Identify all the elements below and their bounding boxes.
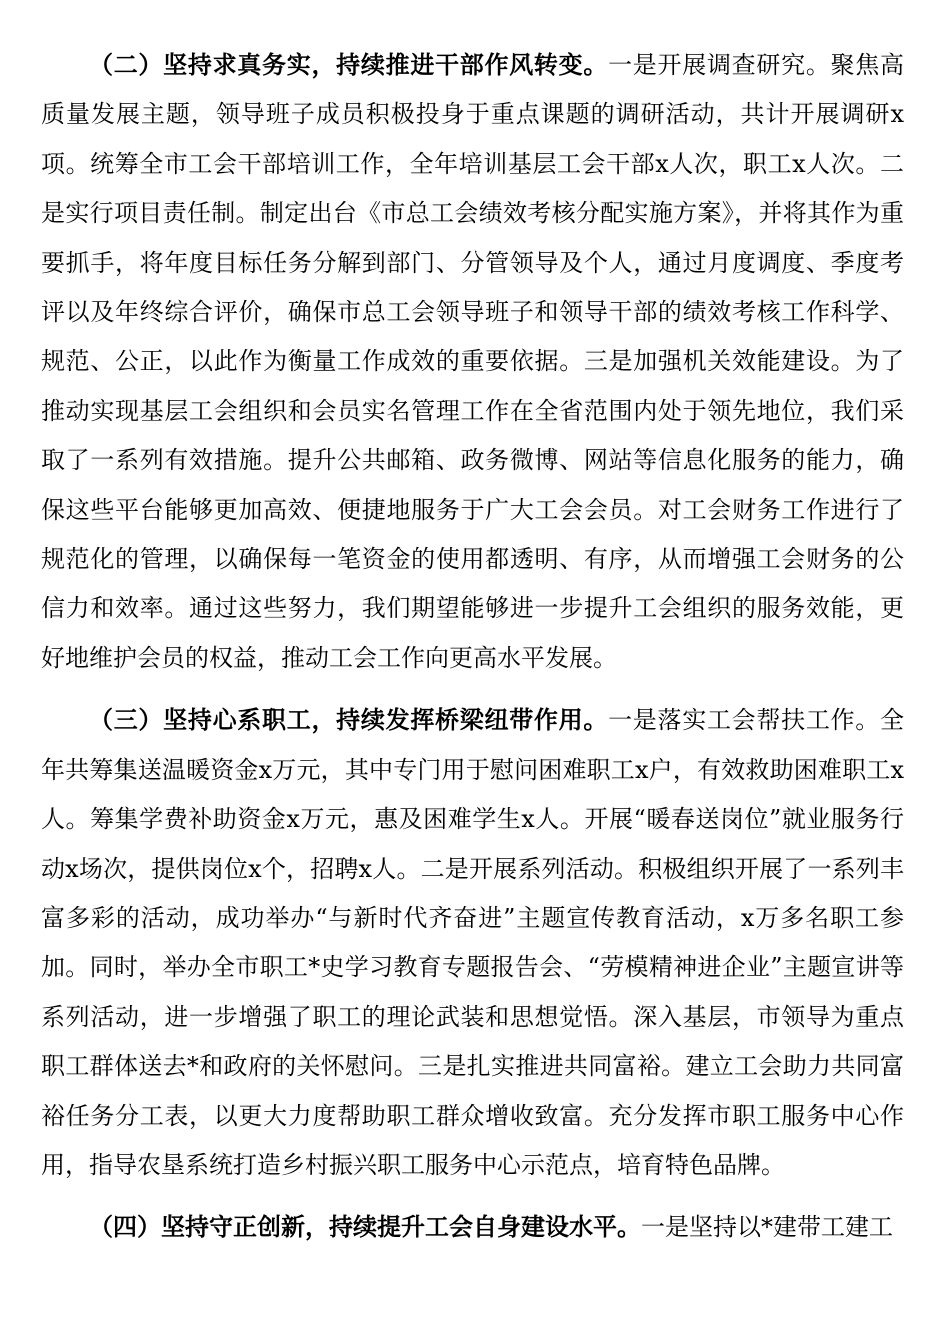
section-4-heading: （四）坚持守正创新，持续提升工会自身建设水平。 [89, 1212, 641, 1242]
paragraph-section-4 [41, 1202, 904, 1252]
section-3-heading: （三）坚持心系职工，持续发挥桥梁纽带作用。 [89, 705, 609, 735]
section-4-body: 一是坚持以*建带工建工 [641, 1213, 893, 1242]
section-2-heading: （二）坚持求真务实，持续推进干部作风转变。 [89, 50, 609, 79]
section-3-body: 一是落实工会帮扶工作。全年共筹集送温暖资金x万元，其中专门用于慰问困难职工x户，有效救助困难职工x人。筹集学费补助资金x万元，惠及困难学生x人。开展“暖春送岗位”就业服务行动x场次，提供岗位x个，招聘x人。二是开展系列活动。积极组织开展了一系列丰富多彩的活动，成功举办“与新时代齐奋进”主题宣传教育活动，x万多名职工参加。同时，举办全市职工*史学习教育专题报告会、“劳模精神进企业”主题宣讲等系列活动，进一步增强了职工的理论武装和思想觉悟。深入基层，市领导为重点职工群体送去*和政府的关怀慰问。三是扎实推进共同富裕。建立工会助力共同富裕任务分工表，以更大力度帮助职工群众增收致富。充分发挥市职工服务中心作用，指导农垦系统打造乡村振兴职工服务中心示范点，培育特色品牌。 [41, 706, 904, 1179]
section-2-body: 一是开展调查研究。聚焦高质量发展主题，领导班子成员积极投身于重点课题的调研活动，共计开展调研x项。统筹全市工会干部培训工作，全年培训基层工会干部x人次，职工x人次。二是实行项目责任制。制定出台《市总工会绩效考核分配实施方案》，并将其作为重要抓手，将年度目标任务分解到部门、分管领导及个人，通过月度调度、季度考评以及年终综合评价，确保市总工会领导班子和领导干部的绩效考核工作科学、规范、公正，以此作为衡量工作成效的重要依据。三是加强机关效能建设。为了推动实现基层工会组织和会员实名管理工作在全省范围内处于领先地位，我们采取了一系列有效措施。提升公共邮箱、政务微博、网站等信息化服务的能力，确保这些平台能够更加高效、便捷地服务于广大工会会员。对工会财务工作进行了规范化的管理，以确保每一笔资金的使用都透明、有序，从而增强工会财务的公信力和效率。通过这些努力，我们期望能够进一步提升工会组织的服务效能，更好地维护会员的权益，推动工会工作向更高水平发展。 [41, 51, 904, 672]
paragraph-section-2 [41, 40, 904, 683]
paragraph-section-3 [41, 695, 904, 1190]
